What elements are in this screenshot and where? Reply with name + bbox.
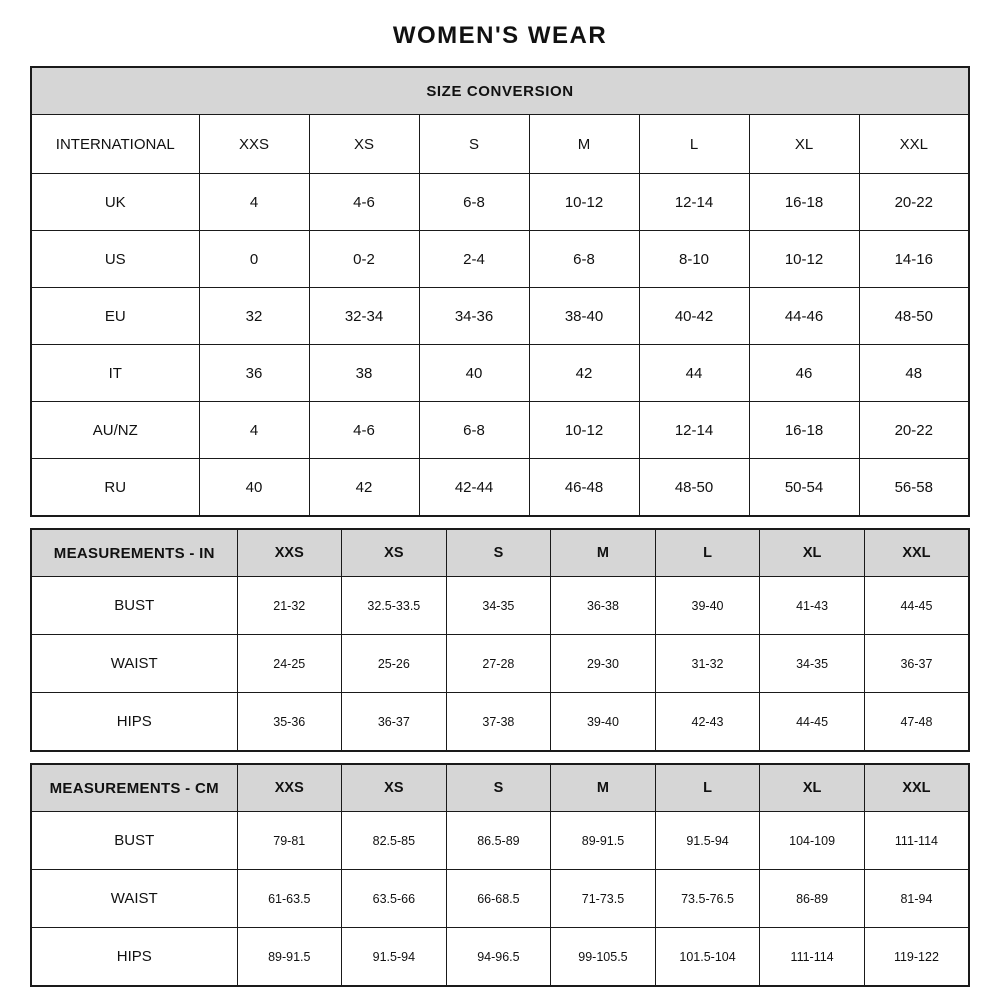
table-cell: 10-12 [749,231,859,288]
table-cell: 91.5-94 [655,812,760,870]
table-cell: 71-73.5 [551,870,656,928]
table-banner-row [31,67,969,115]
table-cell: 36-37 [864,635,969,693]
row-label-cell: HIPS [31,693,237,752]
table-cell: 34-35 [446,577,551,635]
table-cell: 4 [199,174,309,231]
table-cell: 34-36 [419,288,529,345]
table-row [31,812,969,870]
row-label-cell: US [31,231,199,288]
table-cell: 39-40 [655,577,760,635]
size-column-header: XS [342,764,447,812]
table-cell: 38 [309,345,419,402]
size-column-header: XXS [237,529,342,577]
table-cell: 63.5-66 [342,870,447,928]
table-cell: 94-96.5 [446,928,551,987]
size-column-header: XXL [859,115,969,174]
table-cell: 32 [199,288,309,345]
table-label-header: INTERNATIONAL [31,115,199,174]
size-column-header: XL [760,764,865,812]
size-column-header: M [551,764,656,812]
table-cell: 66-68.5 [446,870,551,928]
table-cell: 16-18 [749,402,859,459]
table-row [31,928,969,987]
size-conversion-table [30,66,970,517]
table-cell: 29-30 [551,635,656,693]
table-cell: 44-46 [749,288,859,345]
table-cell: 111-114 [760,928,865,987]
table-row [31,288,969,345]
table-cell: 44-45 [760,693,865,752]
table-cell: 25-26 [342,635,447,693]
table-cell: 36-38 [551,577,656,635]
table-cell: 0 [199,231,309,288]
table-cell: 6-8 [529,231,639,288]
table-cell: 82.5-85 [342,812,447,870]
size-column-header: L [655,529,760,577]
table-cell: 39-40 [551,693,656,752]
row-label-cell: EU [31,288,199,345]
table-cell: 32.5-33.5 [342,577,447,635]
table-cell: 48-50 [639,459,749,517]
size-column-header: M [551,529,656,577]
size-column-header: L [639,115,749,174]
row-label-cell: AU/NZ [31,402,199,459]
table-cell: 35-36 [237,693,342,752]
size-column-header: XS [342,529,447,577]
size-column-header: XL [760,529,865,577]
size-column-header: S [446,764,551,812]
table-cell: 50-54 [749,459,859,517]
table-cell: 14-16 [859,231,969,288]
table-cell: 40 [199,459,309,517]
table-cell: 86-89 [760,870,865,928]
table-cell: 2-4 [419,231,529,288]
row-label-cell: IT [31,345,199,402]
table-cell: 99-105.5 [551,928,656,987]
table-cell: 56-58 [859,459,969,517]
table-cell: 42 [309,459,419,517]
table-cell: 16-18 [749,174,859,231]
table-cell: 44-45 [864,577,969,635]
table-cell: 36-37 [342,693,447,752]
row-label-cell: WAIST [31,635,237,693]
table-cell: 81-94 [864,870,969,928]
table-cell: 27-28 [446,635,551,693]
table-label-header: MEASUREMENTS - CM [31,764,237,812]
table-cell: 91.5-94 [342,928,447,987]
table-row [31,577,969,635]
measurements-cm-table [30,763,970,987]
table-cell: 6-8 [419,174,529,231]
table-cell: 10-12 [529,174,639,231]
table-row [31,459,969,517]
size-column-header: S [446,529,551,577]
table-cell: 37-38 [446,693,551,752]
table-cell: 73.5-76.5 [655,870,760,928]
table-cell: 48 [859,345,969,402]
table-cell: 31-32 [655,635,760,693]
table-cell: 111-114 [864,812,969,870]
row-label-cell: RU [31,459,199,517]
table-row [31,345,969,402]
table-cell: 38-40 [529,288,639,345]
table-cell: 41-43 [760,577,865,635]
table-cell: 20-22 [859,174,969,231]
table-cell: 42-44 [419,459,529,517]
size-column-header: XXS [199,115,309,174]
table-row [31,635,969,693]
header-row [31,529,969,577]
table-cell: 79-81 [237,812,342,870]
table-cell: 4 [199,402,309,459]
row-label-cell: HIPS [31,928,237,987]
size-column-header: M [529,115,639,174]
table-cell: 0-2 [309,231,419,288]
table-row [31,231,969,288]
table-cell: 119-122 [864,928,969,987]
table-cell: 48-50 [859,288,969,345]
measurements-in-table [30,528,970,752]
table-cell: 40 [419,345,529,402]
size-column-header: XS [309,115,419,174]
table-cell: 46-48 [529,459,639,517]
table-row [31,870,969,928]
table-cell: 4-6 [309,402,419,459]
row-label-cell: BUST [31,812,237,870]
table-cell: 34-35 [760,635,865,693]
table-cell: 42-43 [655,693,760,752]
row-label-cell: WAIST [31,870,237,928]
table-cell: 61-63.5 [237,870,342,928]
table-cell: 6-8 [419,402,529,459]
table-cell: 12-14 [639,174,749,231]
table-cell: 10-12 [529,402,639,459]
header-row [31,764,969,812]
table-cell: 89-91.5 [237,928,342,987]
table-cell: 44 [639,345,749,402]
page-title: WOMEN'S WEAR [392,22,608,49]
table-cell: 46 [749,345,859,402]
table-cell: 4-6 [309,174,419,231]
table-cell: 104-109 [760,812,865,870]
table-banner: SIZE CONVERSION [31,67,969,115]
table-cell: 89-91.5 [551,812,656,870]
size-column-header: L [655,764,760,812]
table-cell: 12-14 [639,402,749,459]
table-row [31,174,969,231]
size-column-header: XL [749,115,859,174]
table-cell: 42 [529,345,639,402]
row-label-cell: UK [31,174,199,231]
table-row [31,693,969,752]
table-cell: 40-42 [639,288,749,345]
table-label-header: MEASUREMENTS - IN [31,529,237,577]
header-row [31,115,969,174]
size-column-header: XXL [864,764,969,812]
table-cell: 32-34 [309,288,419,345]
table-cell: 21-32 [237,577,342,635]
table-row [31,402,969,459]
size-column-header: XXS [237,764,342,812]
table-cell: 20-22 [859,402,969,459]
table-cell: 47-48 [864,693,969,752]
table-cell: 36 [199,345,309,402]
table-cell: 86.5-89 [446,812,551,870]
table-cell: 101.5-104 [655,928,760,987]
size-column-header: S [419,115,529,174]
row-label-cell: BUST [31,577,237,635]
size-column-header: XXL [864,529,969,577]
table-cell: 8-10 [639,231,749,288]
table-cell: 24-25 [237,635,342,693]
